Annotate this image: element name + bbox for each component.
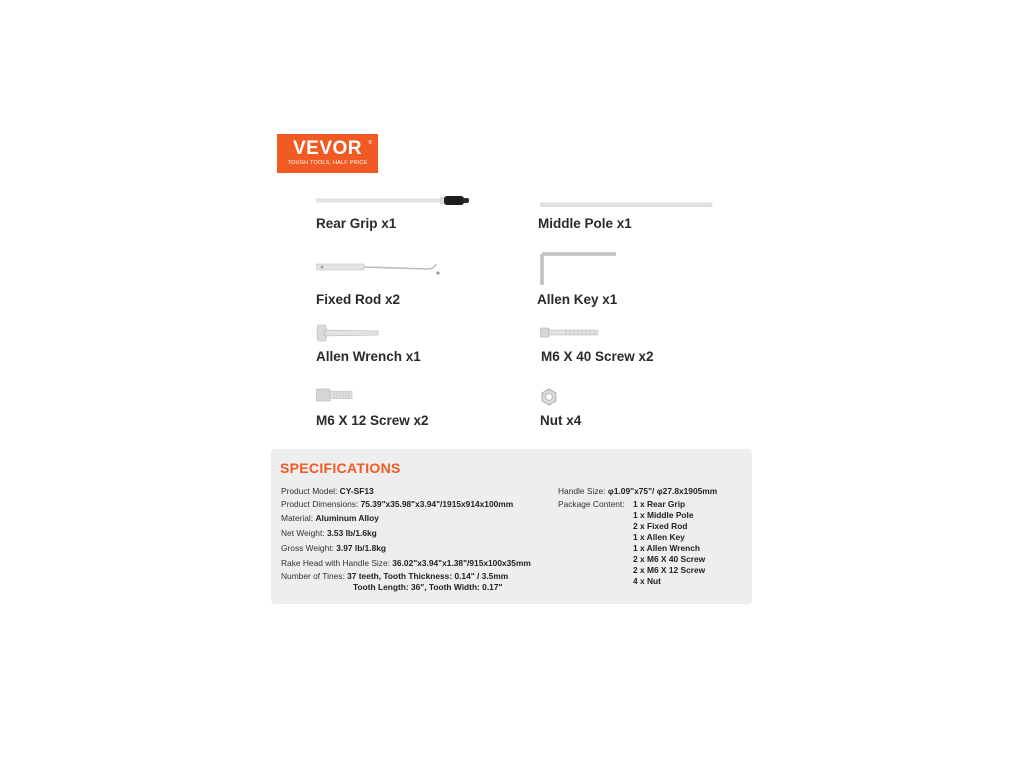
spec-row bbox=[281, 528, 377, 538]
rear-grip-icon bbox=[316, 194, 472, 208]
spec-row bbox=[281, 558, 531, 568]
package-item: 2 x M6 X 40 Screw bbox=[633, 554, 706, 564]
spec-value: 37 teeth, Tooth Thickness: 0.14" / 3.5mm bbox=[347, 571, 509, 581]
specifications-panel bbox=[271, 449, 752, 604]
spec-value: 3.97 lb/1.8kg bbox=[336, 543, 387, 553]
package-item: 1 x Allen Key bbox=[633, 532, 685, 542]
allen-wrench-icon bbox=[316, 322, 380, 344]
package-item: 1 x Rear Grip bbox=[633, 499, 686, 509]
nut-icon bbox=[540, 388, 558, 406]
spec-value: 3.53 lb/1.6kg bbox=[326, 528, 377, 538]
allen-key-icon bbox=[536, 251, 620, 289]
spec-label: Gross Weight: bbox=[281, 543, 334, 553]
specifications-title: SPECIFICATIONS bbox=[280, 460, 401, 476]
spec-row bbox=[281, 486, 374, 496]
part-label-m6x40-screw: M6 X 40 Screw x2 bbox=[541, 349, 654, 364]
part-label-nut: Nut x4 bbox=[540, 413, 582, 428]
spec-value: 75.39"x35.98"x3.94"/1915x914x100mm bbox=[360, 499, 514, 509]
spec-row bbox=[281, 571, 508, 581]
spec-label: Rake Head with Handle Size: bbox=[281, 558, 390, 568]
package-item: 4 x Nut bbox=[633, 576, 661, 586]
spec-row bbox=[281, 543, 386, 553]
middle-pole-icon bbox=[540, 196, 713, 204]
vevor-logo bbox=[277, 134, 378, 173]
fixed-rod-icon bbox=[316, 260, 444, 278]
package-content-label: Package Content: bbox=[558, 499, 625, 509]
part-label-allen-key: Allen Key x1 bbox=[537, 292, 618, 307]
spec-label: Net Weight: bbox=[281, 528, 325, 538]
registered-mark: ® bbox=[368, 140, 372, 146]
part-label-m6x12-screw: M6 X 12 Screw x2 bbox=[316, 413, 429, 428]
spec-row-continuation bbox=[353, 582, 502, 592]
spec-value: Tooth Length: 36", Tooth Width: 0.17" bbox=[353, 582, 503, 592]
spec-label: Product Model: bbox=[281, 486, 338, 496]
spec-label: Material: bbox=[281, 513, 314, 523]
spec-value: φ1.09"x75"/ φ27.8x1905mm bbox=[607, 486, 718, 496]
part-label-middle-pole: Middle Pole x1 bbox=[538, 216, 632, 231]
part-label-fixed-rod: Fixed Rod x2 bbox=[316, 292, 401, 307]
short-screw-icon bbox=[316, 388, 354, 402]
spec-value: Aluminum Alloy bbox=[315, 513, 379, 523]
spec-value: CY-SF13 bbox=[339, 486, 374, 496]
spec-label: Handle Size: bbox=[558, 486, 606, 496]
spec-row-handle-size bbox=[558, 486, 717, 496]
package-item: 2 x Fixed Rod bbox=[633, 521, 688, 531]
spec-row bbox=[281, 513, 379, 523]
package-item: 1 x Allen Wrench bbox=[633, 543, 701, 553]
part-label-allen-wrench: Allen Wrench x1 bbox=[316, 349, 421, 364]
spec-label: Product Dimensions: bbox=[281, 499, 359, 509]
logo-text: VEVOR bbox=[292, 138, 363, 159]
long-screw-icon bbox=[540, 326, 600, 338]
package-item: 1 x Middle Pole bbox=[633, 510, 694, 520]
spec-value: 36.02"x3.94"x1.38"/915x100x35mm bbox=[392, 558, 531, 568]
package-item: 2 x M6 X 12 Screw bbox=[633, 565, 706, 575]
spec-label: Number of Tines: bbox=[281, 571, 345, 581]
logo-tagline: TOUGH TOOLS, HALF PRICE bbox=[287, 160, 368, 166]
spec-row bbox=[281, 499, 513, 509]
part-label-rear-grip: Rear Grip x1 bbox=[316, 216, 397, 231]
